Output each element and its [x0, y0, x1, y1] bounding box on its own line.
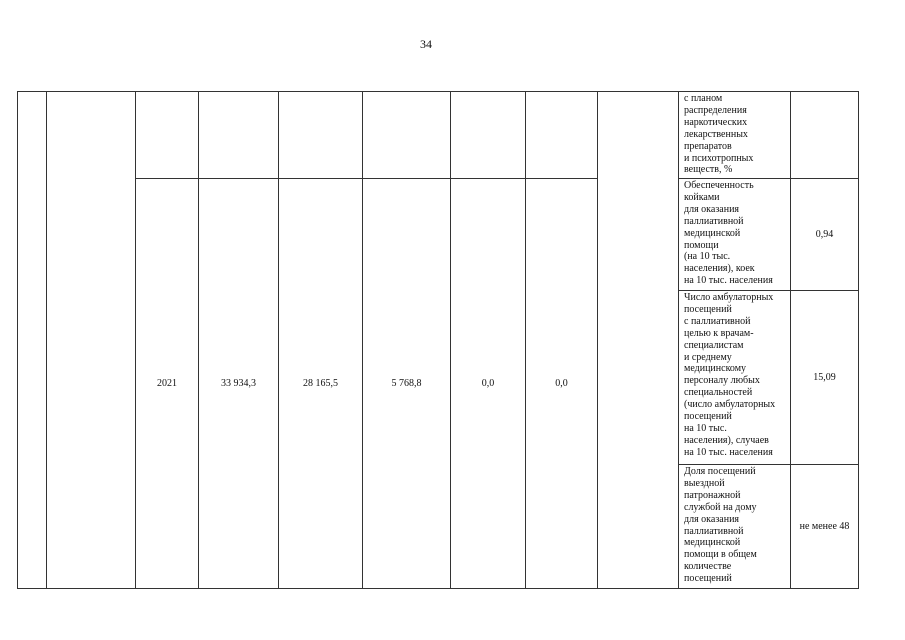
indicator-cell: Доля посещений выездной патронажной службой на дому для оказания паллиативной медицинской помощи в общем количестве посещений: [679, 465, 791, 589]
total-cell-prev: [199, 92, 279, 179]
total-cell: 33 934,3: [199, 179, 279, 589]
page-number: 34: [420, 37, 432, 51]
year-cell-prev: [136, 92, 199, 179]
executor-cell: [598, 92, 679, 589]
indicator-value: не менее 48: [791, 465, 859, 589]
col-b-cell-prev: [279, 92, 363, 179]
indicator-value: [791, 92, 859, 179]
col-e-cell-prev: [526, 92, 598, 179]
indicator-cell: Обеспеченность койками для оказания паллиативной медицинской помощи (на 10 тыс. населения), коек на 10 тыс. населения: [679, 179, 791, 291]
col-d-cell-prev: [451, 92, 526, 179]
col-e-cell: 0,0: [526, 179, 598, 589]
col-b-cell: 28 165,5: [279, 179, 363, 589]
table-row: [18, 92, 859, 179]
indicator-cell: Число амбулаторных посещений с паллиативной целью к врачам- специалистам и среднему медицинскому персоналу любых специальностей (число амбулаторных посещений на 10 тыс. населения), случаев на 10 тыс. населения: [679, 291, 791, 465]
program-table: [17, 91, 859, 589]
name-cell: [47, 92, 136, 589]
table-row: [18, 179, 859, 291]
indicator-value: 15,09: [791, 291, 859, 465]
indicator-value: 0,94: [791, 179, 859, 291]
number-cell: [18, 92, 47, 589]
col-c-cell: 5 768,8: [363, 179, 451, 589]
col-d-cell: 0,0: [451, 179, 526, 589]
col-c-cell-prev: [363, 92, 451, 179]
indicator-cell: с планом распределения наркотических лекарственных препаратов и психотропных веществ, %: [679, 92, 791, 179]
year-cell: 2021: [136, 179, 199, 589]
